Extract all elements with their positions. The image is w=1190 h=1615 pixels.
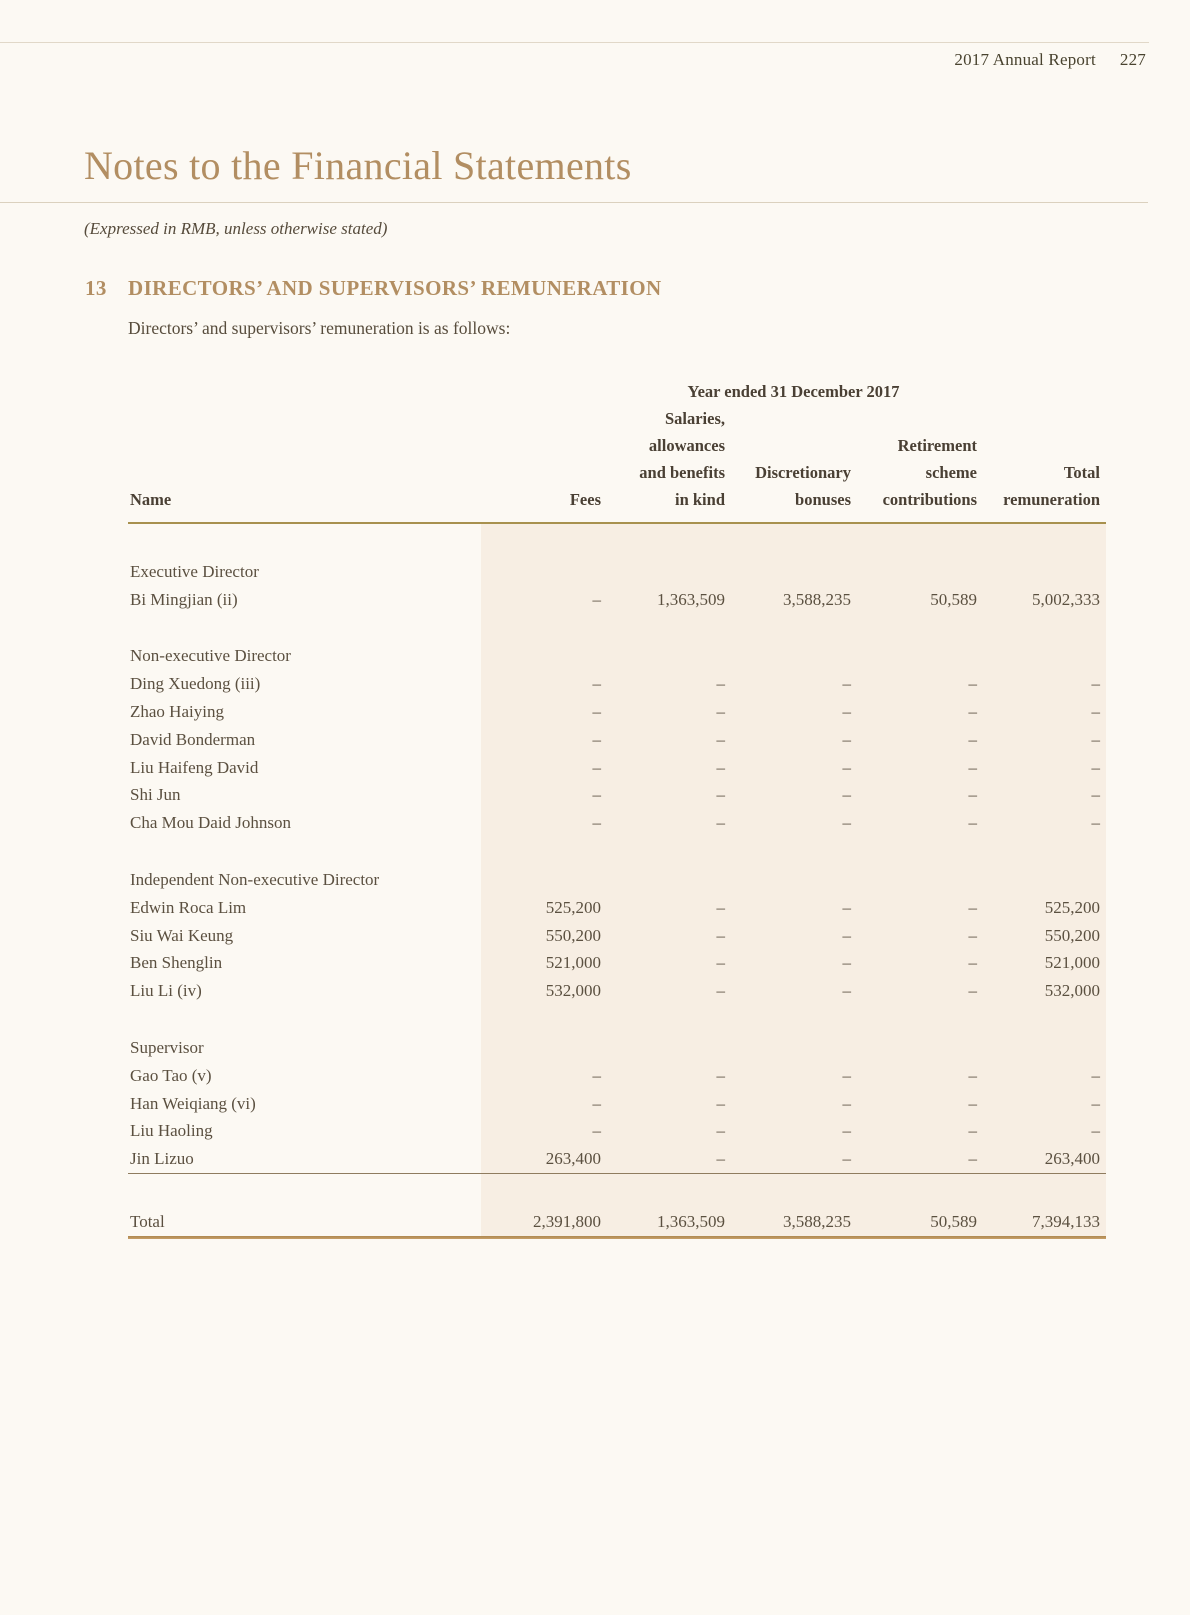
column-header-name [128, 486, 481, 513]
table-row [128, 894, 1106, 922]
total-remuneration: 7,394,133 [1032, 1212, 1100, 1232]
row-spacer [128, 837, 1106, 866]
running-header [0, 50, 1146, 70]
value-cell: – [716, 953, 725, 973]
section-number: 13 [85, 276, 107, 300]
value-cell: – [968, 702, 977, 722]
table-row [128, 1062, 1106, 1090]
value-cell: – [842, 1149, 851, 1169]
table-row [128, 726, 1106, 754]
director-name: Liu Li (iv) [130, 981, 202, 1001]
value-cell: – [1091, 757, 1100, 777]
value-cell: – [716, 1093, 725, 1113]
column-header-line: scheme [925, 463, 977, 482]
value-cell: – [1091, 702, 1100, 722]
value-cell: 550,200 [1044, 925, 1100, 945]
value-cell: 5,002,333 [1032, 589, 1100, 609]
value-cell: – [716, 1149, 725, 1169]
total-label: Total [130, 1212, 165, 1232]
director-name: Zhao Haiying [130, 702, 224, 722]
value-cell: 50,589 [930, 589, 977, 609]
table-row [128, 782, 1106, 810]
table-row [128, 809, 1106, 837]
director-name: David Bonderman [130, 729, 256, 749]
value-cell: – [842, 1065, 851, 1085]
table-row [128, 1145, 1106, 1173]
group-label: Supervisor [130, 1038, 204, 1058]
director-name: Ding Xuedong (iii) [130, 674, 261, 694]
value-cell: – [716, 1121, 725, 1141]
column-header-line: Salaries, [664, 409, 725, 428]
value-cell: – [842, 702, 851, 722]
table-row [128, 754, 1106, 782]
value-cell: – [968, 757, 977, 777]
value-cell: – [716, 925, 725, 945]
value-cell: – [968, 1121, 977, 1141]
column-header-bonuses [725, 459, 851, 513]
page-number: 227 [1119, 50, 1146, 69]
director-name: Ben Shenglin [130, 953, 223, 973]
director-name: Siu Wai Keung [130, 925, 234, 945]
value-cell: – [592, 729, 601, 749]
table-row [128, 1090, 1106, 1118]
column-header-line: and benefits [639, 463, 725, 482]
value-cell: – [968, 729, 977, 749]
group-label: Non-executive Director [130, 646, 291, 666]
total-salaries: 1,363,509 [657, 1212, 725, 1232]
value-cell: – [1091, 1121, 1100, 1141]
column-header-line: bonuses [795, 490, 851, 509]
value-cell: – [592, 702, 601, 722]
row-spacer [128, 1174, 1106, 1208]
value-cell: – [592, 1121, 601, 1141]
value-cell: – [842, 1093, 851, 1113]
director-name: Han Weiqiang (vi) [130, 1093, 256, 1113]
value-cell: 532,000 [1044, 981, 1100, 1001]
value-cell: – [716, 813, 725, 833]
title-divider [0, 202, 1148, 203]
value-cell: – [842, 757, 851, 777]
column-header-line: contributions [882, 490, 977, 509]
top-divider [0, 42, 1149, 43]
director-name: Gao Tao (v) [130, 1065, 212, 1085]
value-cell: – [968, 1093, 977, 1113]
value-cell: – [592, 1093, 601, 1113]
table-row [128, 922, 1106, 950]
value-cell: – [716, 757, 725, 777]
value-cell: – [716, 1065, 725, 1085]
section-heading [85, 276, 662, 301]
value-cell: – [716, 674, 725, 694]
value-cell: 263,400 [545, 1149, 601, 1169]
currency-note: (Expressed in RMB, unless otherwise stated) [84, 219, 388, 238]
column-header-line: Retirement [897, 436, 977, 455]
column-header-salaries [601, 405, 725, 513]
value-cell: – [716, 702, 725, 722]
value-cell: – [968, 1149, 977, 1169]
value-cell: 1,363,509 [657, 589, 725, 609]
row-spacer [128, 614, 1106, 643]
table-row [128, 698, 1106, 726]
value-cell: – [716, 981, 725, 1001]
value-cell: 525,200 [1044, 897, 1100, 917]
value-cell: 521,000 [545, 953, 601, 973]
column-header-line: remuneration [1003, 490, 1100, 509]
table-row [128, 586, 1106, 614]
column-header-total [977, 459, 1106, 513]
total-row [128, 1208, 1106, 1236]
document-title: Notes to the Financial Statements [84, 143, 632, 188]
group-row [128, 1034, 1106, 1062]
value-cell: 3,588,235 [783, 589, 851, 609]
value-cell: – [592, 813, 601, 833]
group-row [128, 643, 1106, 671]
director-name: Liu Haoling [130, 1121, 213, 1141]
value-cell: – [968, 813, 977, 833]
column-header-fees [481, 486, 601, 513]
value-cell: – [968, 981, 977, 1001]
value-cell: – [842, 729, 851, 749]
table-row [128, 1118, 1106, 1146]
remuneration-table [128, 378, 1106, 1239]
total-bonuses: 3,588,235 [783, 1212, 851, 1232]
value-cell: – [842, 674, 851, 694]
value-cell: 263,400 [1044, 1149, 1100, 1169]
value-cell: 532,000 [545, 981, 601, 1001]
value-cell: – [968, 785, 977, 805]
value-cell: – [968, 674, 977, 694]
column-header-line: Discretionary [755, 463, 851, 482]
section-title: DIRECTORS’ AND SUPERVISORS’ REMUNERATION [128, 276, 662, 300]
value-cell: – [842, 813, 851, 833]
value-cell: – [968, 897, 977, 917]
total-fees: 2,391,800 [533, 1212, 601, 1232]
column-header-line: in kind [675, 490, 725, 509]
value-cell: – [592, 589, 601, 609]
column-header-line: Fees [569, 490, 601, 509]
director-name: Jin Lizuo [130, 1149, 194, 1169]
value-cell: – [842, 1121, 851, 1141]
value-cell: – [716, 897, 725, 917]
table-bottom-rule [128, 1236, 1106, 1239]
value-cell: – [968, 1065, 977, 1085]
director-name: Liu Haifeng David [130, 757, 259, 777]
value-cell: – [592, 1065, 601, 1085]
value-cell: – [968, 953, 977, 973]
table-body [128, 524, 1106, 1239]
director-name: Shi Jun [130, 785, 181, 805]
total-retirement: 50,589 [930, 1212, 977, 1232]
value-cell: – [968, 925, 977, 945]
director-name: Cha Mou Daid Johnson [130, 813, 292, 833]
director-name: Bi Mingjian (ii) [130, 589, 238, 609]
table-row [128, 950, 1106, 978]
value-cell: – [842, 925, 851, 945]
value-cell: – [1091, 1065, 1100, 1085]
table-column-headers [128, 405, 1106, 513]
value-cell: – [1091, 785, 1100, 805]
column-header-line: Name [130, 490, 172, 509]
column-header-line: Total [1063, 463, 1100, 482]
report-title: 2017 Annual Report [954, 50, 1096, 69]
value-cell: – [842, 981, 851, 1001]
value-cell: – [716, 785, 725, 805]
group-row [128, 558, 1106, 586]
value-cell: – [592, 674, 601, 694]
group-label: Independent Non-executive Director [130, 870, 380, 890]
value-cell: – [592, 785, 601, 805]
value-cell: – [842, 953, 851, 973]
column-header-line: allowances [648, 436, 725, 455]
table-spanner: Year ended 31 December 2017 [687, 382, 900, 401]
table-rows [128, 558, 1106, 1173]
table-row [128, 670, 1106, 698]
value-cell: – [842, 785, 851, 805]
intro-text: Directors’ and supervisors’ remuneration is as follows: [128, 318, 511, 338]
value-cell: – [716, 729, 725, 749]
value-cell: – [1091, 729, 1100, 749]
value-cell: – [1091, 1093, 1100, 1113]
value-cell: – [1091, 674, 1100, 694]
value-cell: – [592, 757, 601, 777]
group-row [128, 866, 1106, 894]
column-header-retirement [851, 432, 977, 513]
row-spacer [128, 1005, 1106, 1034]
value-cell: – [1091, 813, 1100, 833]
value-cell: 525,200 [545, 897, 601, 917]
value-cell: 550,200 [545, 925, 601, 945]
group-label: Executive Director [130, 561, 259, 581]
table-row [128, 977, 1106, 1005]
value-cell: 521,000 [1044, 953, 1100, 973]
row-spacer [128, 524, 1106, 558]
value-cell: – [842, 897, 851, 917]
director-name: Edwin Roca Lim [130, 897, 247, 917]
